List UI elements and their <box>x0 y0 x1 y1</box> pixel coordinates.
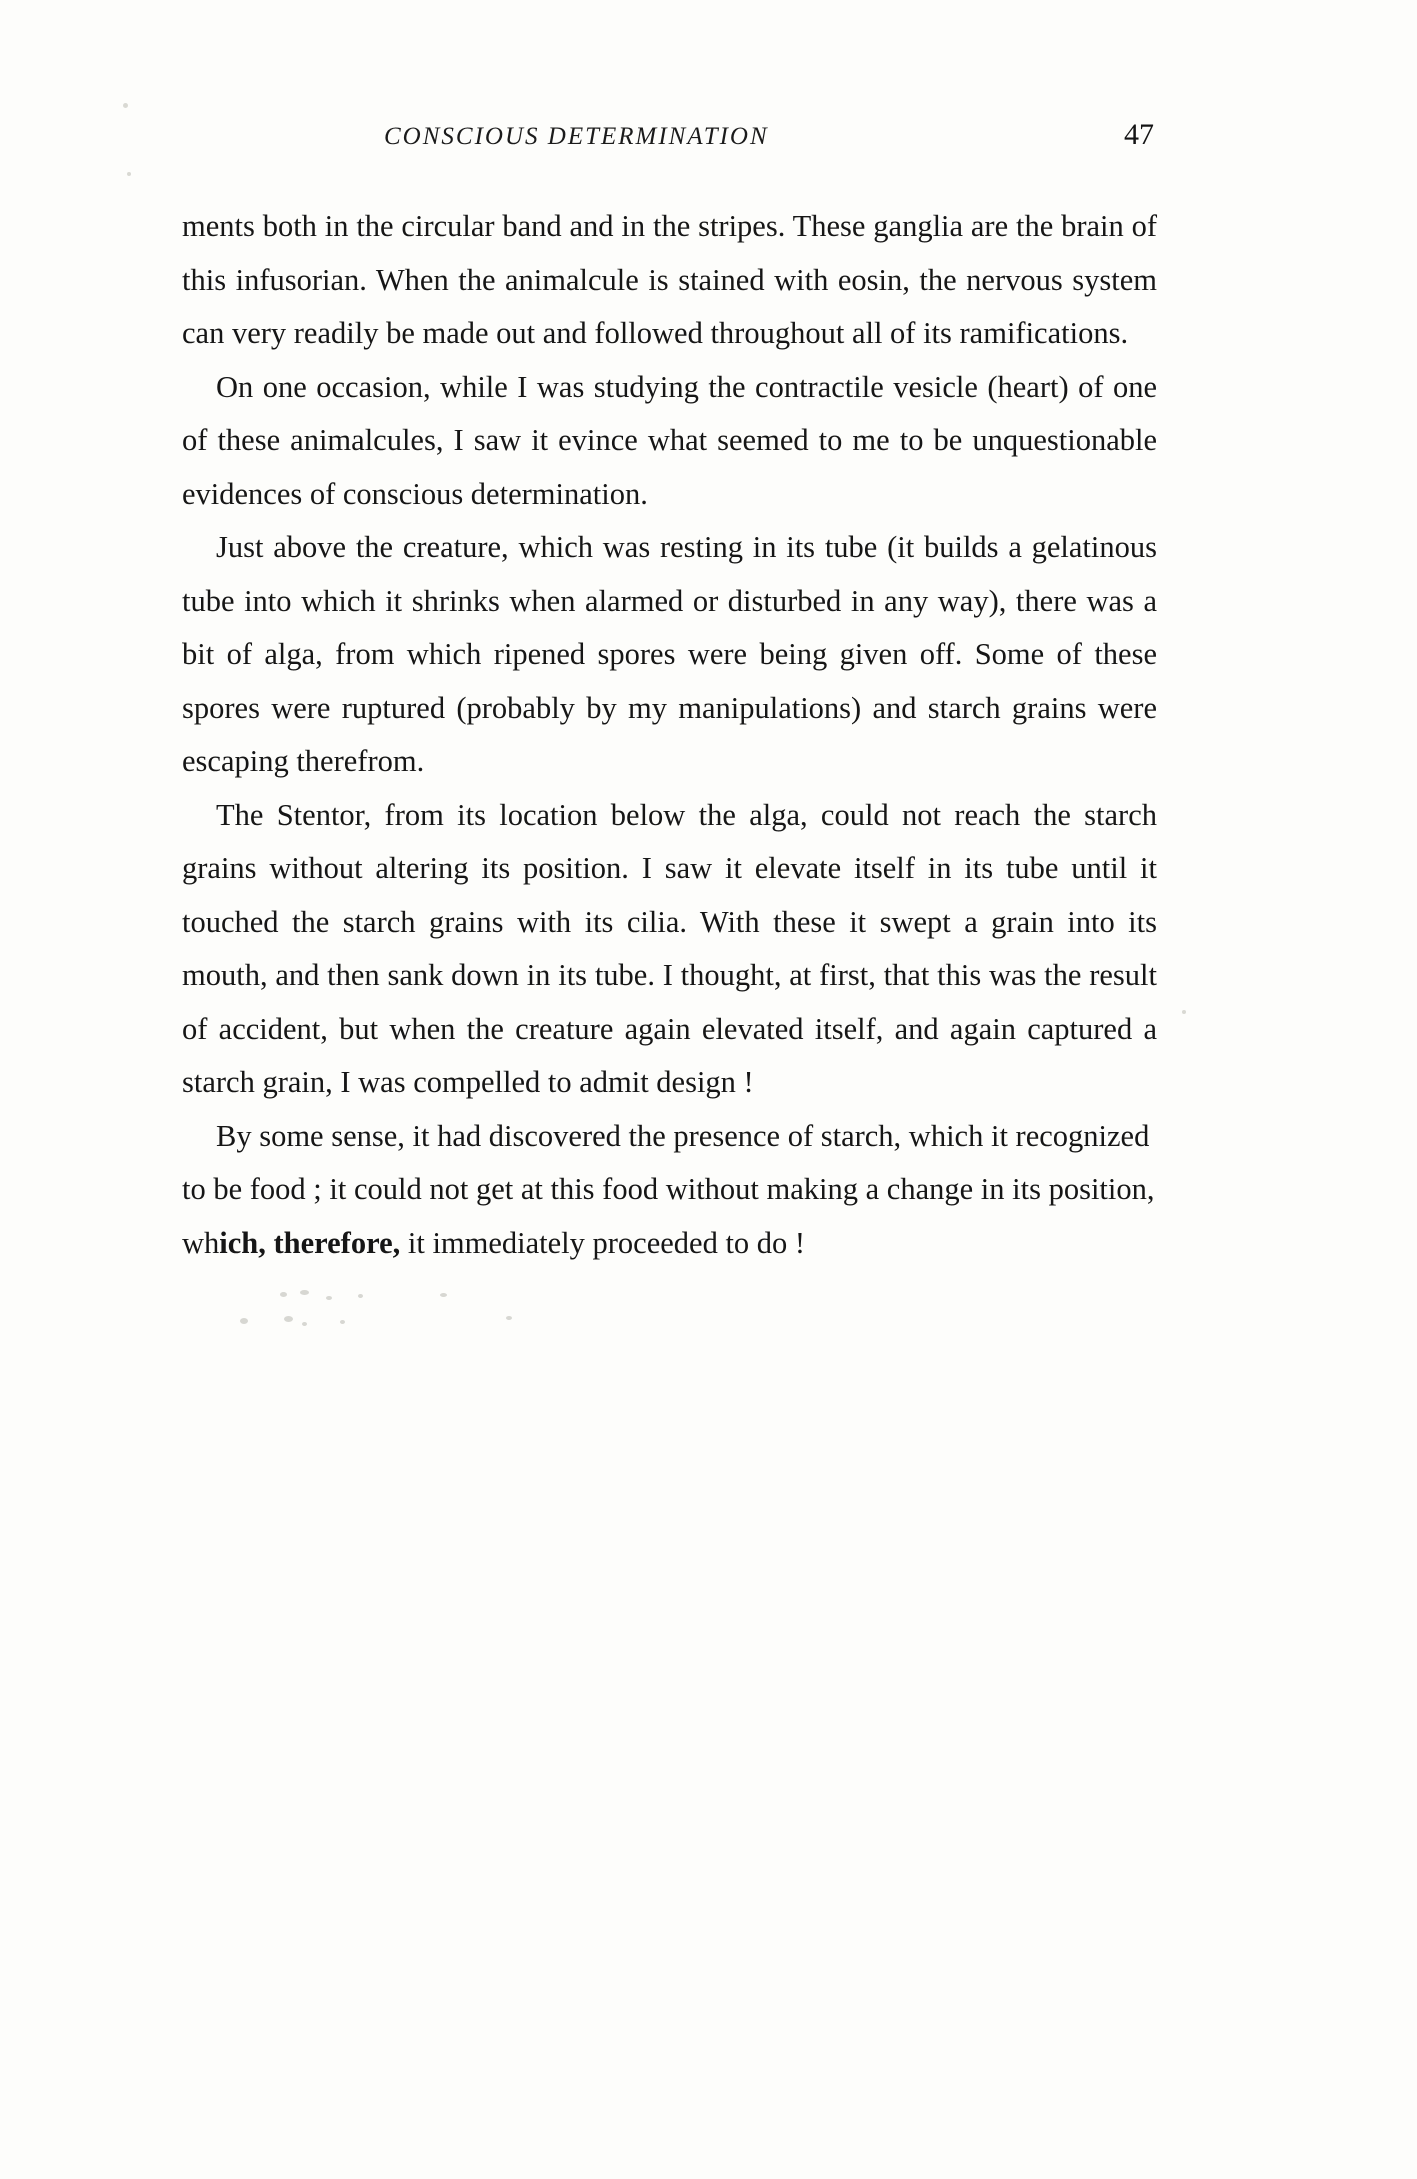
body-text <box>182 200 1157 1270</box>
paragraph-final <box>182 1110 1157 1271</box>
paragraph: ments both in the circular band and in the stripes. These ganglia are the brain of this infusorian. When the animalcule is stained with eosin, the nervous system can very readily be made out and followed throughout all of its ramifications. <box>182 209 1157 350</box>
page-number: 47 <box>1124 118 1154 151</box>
final-paragraph-before-bold: By some sense, it had discovered the presence of starch, which it recognized to be food ; it could not get at this food without making a change in its position, wh <box>182 1118 1155 1260</box>
page-content <box>182 118 1182 1270</box>
paragraph: The Stentor, from its location below the alga, could not reach the starch grains without altering its position. I saw it elevate itself in its tube until it touched the starch grains with its cilia. With these it swept a grain into its mouth, and then sank down in its tube. I thought, at first, that this was the result of accident, but when the creature again elevated itself, and again captured a starch grain, I was compelled to admit design ! <box>182 797 1157 1099</box>
final-paragraph-bold-run: ich, therefore, <box>219 1225 401 1260</box>
running-head-title: CONSCIOUS DETERMINATION <box>384 123 769 150</box>
paragraph: On one occasion, while I was studying the contractile vesicle (heart) of one of these animalcules, I saw it evince what seemed to me to be unquestionable evidences of conscious determination. <box>182 369 1157 511</box>
paragraph: Just above the creature, which was resting in its tube (it builds a gelatinous tube into which it shrinks when alarmed or disturbed in any way), there was a bit of alga, from which ripened spores were being given off. Some of these spores were ruptured (probably by my manipulations) and starch grains were escaping therefrom. <box>182 530 1157 778</box>
page-speckles <box>240 1290 660 1330</box>
final-paragraph-after-bold: it immediately proceeded to do ! <box>400 1225 806 1260</box>
running-head <box>184 118 1164 152</box>
